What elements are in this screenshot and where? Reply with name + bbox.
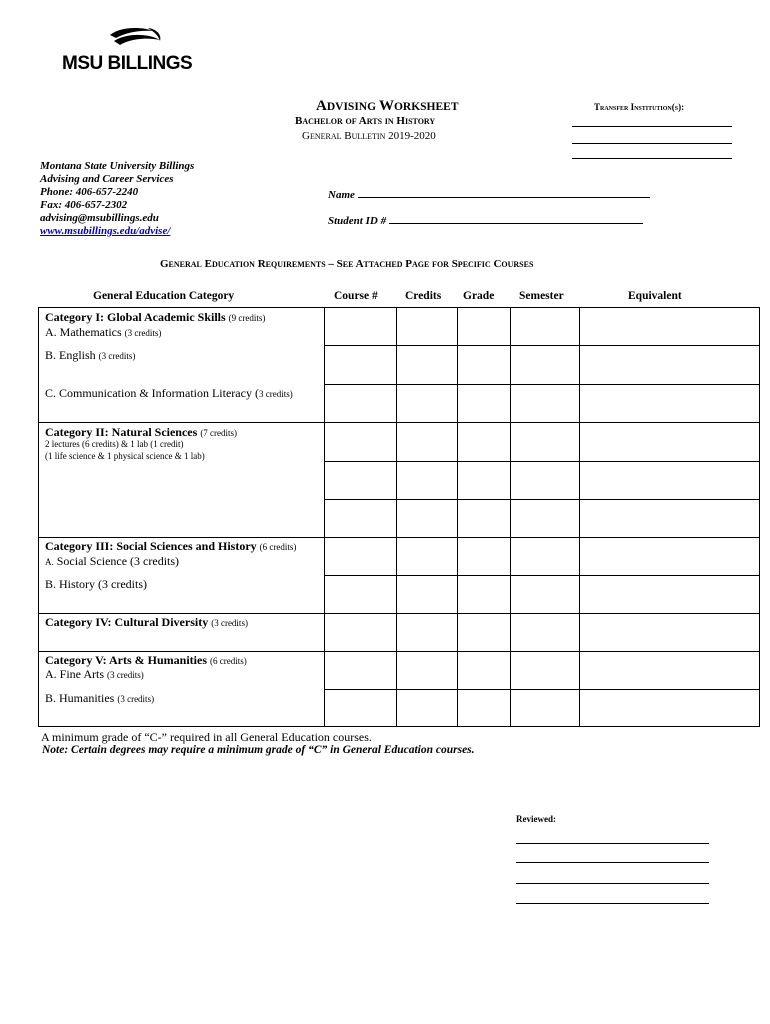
col-course: Course # bbox=[334, 290, 378, 302]
cat1-title: Category I: Global Academic Skills (9 credits) bbox=[45, 310, 266, 324]
page-title: ADVISING WORKSHEET bbox=[316, 98, 459, 114]
contact-info bbox=[40, 160, 194, 238]
msu-billings-logo bbox=[62, 25, 212, 75]
cat4-title: Category IV: Cultural Diversity (3 credits) bbox=[45, 615, 248, 629]
phone: Phone: 406-657-2240 bbox=[40, 186, 139, 198]
cat2-line2: (1 life science & 1 physical science & 1 lab) bbox=[45, 451, 205, 461]
transfer-line-2[interactable] bbox=[572, 143, 732, 144]
cat3-title: Category III: Social Sciences and History (6 credits) bbox=[45, 539, 297, 553]
col-grade: Grade bbox=[463, 290, 495, 302]
student-id-field[interactable]: Student ID # bbox=[328, 213, 643, 227]
row-history: B. History (3 credits) bbox=[45, 577, 147, 591]
col-semester: Semester bbox=[519, 290, 564, 302]
cat2-line1: 2 lectures (6 credits) & 1 lab (1 credit) bbox=[45, 439, 184, 449]
col-equivalent: Equivalent bbox=[628, 290, 682, 302]
transfer-line-3[interactable] bbox=[572, 158, 732, 159]
swoosh-icon bbox=[62, 25, 212, 55]
email: advising@msubillings.edu bbox=[40, 212, 159, 224]
row-fine-arts: A. Fine Arts (3 credits) bbox=[45, 667, 144, 681]
reviewed-line-4[interactable] bbox=[516, 903, 709, 904]
name-field[interactable]: Name bbox=[328, 187, 650, 201]
transfer-line-1[interactable] bbox=[572, 126, 732, 127]
degree-subtitle: Bachelor of Arts in History bbox=[295, 115, 436, 127]
reviewed-line-1[interactable] bbox=[516, 843, 709, 844]
reviewed-label: Reviewed: bbox=[516, 814, 556, 824]
section-title: General Education Requirements – See Attached Page for Specific Courses bbox=[160, 258, 534, 270]
row-communication: C. Communication & Information Literacy (3 credits) bbox=[45, 386, 293, 400]
cat5-title: Category V: Arts & Humanities (6 credits) bbox=[45, 653, 247, 667]
bulletin-year: General Bulletin 2019-2020 bbox=[302, 130, 436, 142]
reviewed-line-3[interactable] bbox=[516, 883, 709, 884]
org-name: Montana State University Billings bbox=[40, 160, 195, 172]
col-credits: Credits bbox=[405, 290, 442, 302]
row-social-science: A. Social Science (3 credits) bbox=[45, 554, 180, 568]
certain-degrees-note: Note: Certain degrees may require a minimum grade of “C” in General Education courses. bbox=[42, 744, 475, 756]
col-category: General Education Category bbox=[93, 290, 235, 302]
requirements-table bbox=[38, 307, 760, 727]
dept-name: Advising and Career Services bbox=[40, 173, 174, 185]
min-grade-note: A minimum grade of “C-” required in all General Education courses. bbox=[41, 730, 372, 744]
transfer-institutions-label: Transfer Institution(s): bbox=[594, 102, 685, 112]
logo-text: MSU BILLINGS bbox=[62, 53, 193, 74]
cat2-title: Category II: Natural Sciences (7 credits) bbox=[45, 425, 238, 439]
row-english: B. English (3 credits) bbox=[45, 348, 136, 362]
row-mathematics: A. Mathematics (3 credits) bbox=[45, 325, 162, 339]
fax: Fax: 406-657-2302 bbox=[40, 199, 128, 211]
reviewed-line-2[interactable] bbox=[516, 862, 709, 863]
website-link[interactable]: www.msubillings.edu/advise/ bbox=[40, 225, 171, 237]
row-humanities: B. Humanities (3 credits) bbox=[45, 691, 155, 705]
